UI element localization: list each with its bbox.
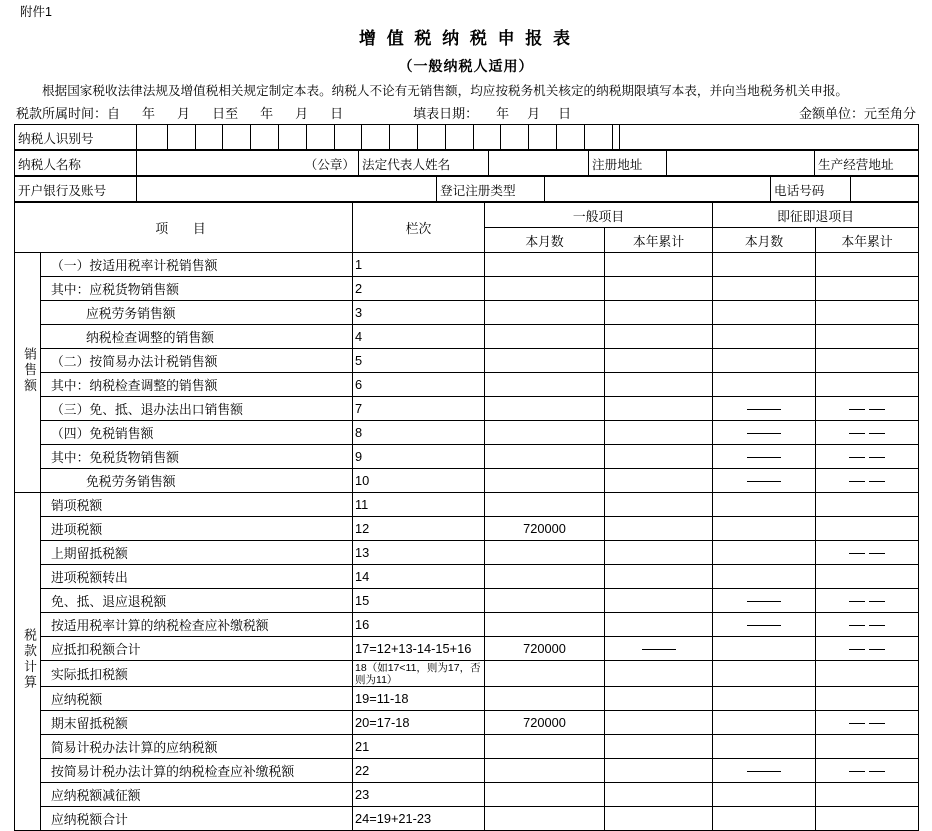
bank-info-table (14, 176, 919, 202)
reg-address-label: 注册地址 (589, 151, 667, 176)
dash-mark (869, 457, 885, 458)
table-header-row-1 (15, 203, 919, 228)
fill-date-year: 年 (496, 106, 510, 121)
taxpayer-id-cell[interactable] (390, 125, 418, 149)
row-line-number: 15 (353, 589, 485, 613)
phone-input[interactable] (851, 177, 919, 202)
cell-refund-year[interactable] (816, 661, 919, 687)
cell-refund-month[interactable] (713, 277, 816, 301)
cell-refund-year[interactable] (816, 565, 919, 589)
phone-label: 电话号码 (771, 177, 851, 202)
period-day1: 日至 (212, 106, 239, 121)
tax-return-page (0, 4, 932, 827)
cell-general-year[interactable] (605, 661, 713, 687)
table-row (15, 493, 919, 517)
page-title: 增 值 税 纳 税 申 报 表 (358, 29, 574, 48)
table-row (15, 397, 919, 421)
row-item-label: （一）按适用税率计税销售额 (41, 253, 353, 277)
taxpayer-id-cell[interactable] (140, 125, 168, 149)
row-item-label: 其中：免税货物销售额 (41, 445, 353, 469)
row-item-label: 按适用税率计算的纳税检查应补缴税额 (41, 613, 353, 637)
dash-mark (849, 433, 865, 434)
row-line-number: 5 (353, 349, 485, 373)
cell-general-year[interactable] (605, 711, 713, 735)
taxpayer-id-input[interactable] (137, 125, 620, 150)
reg-address-input[interactable] (667, 151, 815, 176)
period-year1: 年 (142, 106, 156, 121)
taxpayer-id-cell[interactable] (529, 125, 557, 149)
cell-general-year[interactable] (605, 253, 713, 277)
cell-general-year[interactable] (605, 735, 713, 759)
bank-info-row (15, 177, 919, 202)
row-line-number: 13 (353, 541, 485, 565)
taxpayer-id-cell[interactable] (196, 125, 224, 149)
taxpayer-id-cell[interactable] (279, 125, 307, 149)
col-header-item: 项 目 (15, 203, 353, 253)
row-item-label: 应抵扣税额合计 (41, 637, 353, 661)
row-line-number: 21 (353, 735, 485, 759)
table-row (15, 469, 919, 493)
cell-refund-month[interactable] (713, 589, 816, 613)
cell-refund-year[interactable] (816, 637, 919, 661)
row-line-number: 11 (353, 493, 485, 517)
dash-mark (869, 625, 885, 626)
table-row (15, 661, 919, 687)
cell-refund-year[interactable] (816, 613, 919, 637)
cell-general-year[interactable] (605, 301, 713, 325)
bank-input[interactable] (137, 177, 437, 202)
col-general-year: 本年累计 (605, 228, 713, 253)
taxpayer-id-cell[interactable] (418, 125, 446, 149)
cell-general-month[interactable] (485, 565, 605, 589)
row-line-number: 17=12+13-14-15+16 (353, 637, 485, 661)
intro-paragraph (16, 83, 916, 100)
fill-date-month: 月 (527, 106, 541, 121)
row-line-number: 4 (353, 325, 485, 349)
cell-general-month[interactable] (485, 807, 605, 831)
cell-refund-month[interactable] (713, 445, 816, 469)
table-row (15, 421, 919, 445)
row-item-label: 其中：纳税检查调整的销售额 (41, 373, 353, 397)
seal-label: （公章） (304, 157, 355, 172)
cell-general-month[interactable] (485, 373, 605, 397)
row-line-number: 18（如17<11，则为17，否则为11） (353, 661, 485, 687)
dash-mark (869, 601, 885, 602)
row-line-number: 3 (353, 301, 485, 325)
cell-refund-year[interactable] (816, 397, 919, 421)
dash-mark (849, 649, 865, 650)
row-line-number: 6 (353, 373, 485, 397)
taxpayer-id-spacer (620, 125, 919, 150)
table-row (15, 565, 919, 589)
dash-mark (849, 481, 865, 482)
row-item-label: （四）免税销售额 (41, 421, 353, 445)
cell-refund-month[interactable] (713, 541, 816, 565)
table-row (15, 613, 919, 637)
page-subtitle: （一般纳税人适用） (398, 58, 534, 74)
cell-refund-month[interactable] (713, 565, 816, 589)
dash-mark (869, 723, 885, 724)
period-month2: 月 (295, 106, 309, 121)
col-refund-month: 本月数 (713, 228, 816, 253)
dash-mark (747, 625, 781, 626)
row-item-label: 免、抵、退应退税额 (41, 589, 353, 613)
cell-general-year[interactable] (605, 445, 713, 469)
taxpayer-id-cell[interactable] (557, 125, 585, 149)
cell-refund-month[interactable] (713, 661, 816, 687)
cell-refund-year[interactable] (816, 759, 919, 783)
cell-general-year[interactable] (605, 517, 713, 541)
cell-general-year[interactable] (605, 325, 713, 349)
cell-general-year[interactable] (605, 759, 713, 783)
cell-refund-month[interactable] (713, 807, 816, 831)
cell-refund-month[interactable] (713, 735, 816, 759)
section-label-tax-calc (15, 493, 41, 831)
cell-general-month[interactable] (485, 687, 605, 711)
taxpayer-id-cell[interactable] (446, 125, 474, 149)
period-day2: 日 (330, 106, 344, 121)
row-item-label: （三）免、抵、退办法出口销售额 (41, 397, 353, 421)
dash-mark (849, 625, 865, 626)
cell-refund-month[interactable] (713, 325, 816, 349)
section-label-sales (15, 253, 41, 493)
col-header-lineno: 栏次 (353, 203, 485, 253)
dash-mark (869, 433, 885, 434)
fill-date-label: 填表日期： (413, 106, 479, 121)
taxpayer-name-label: 纳税人名称 (15, 151, 137, 176)
row-item-label: 纳税检查调整的销售额 (41, 325, 353, 349)
taxpayer-id-row (15, 125, 919, 150)
cell-general-month[interactable] (485, 541, 605, 565)
table-row (15, 735, 919, 759)
row-item-label: 期末留抵税额 (41, 711, 353, 735)
bank-label: 开户银行及账号 (15, 177, 137, 202)
taxpayer-id-cell[interactable] (168, 125, 196, 149)
cell-refund-month[interactable] (713, 637, 816, 661)
table-row (15, 589, 919, 613)
cell-general-month[interactable] (485, 661, 605, 687)
row-line-number: 9 (353, 445, 485, 469)
dash-mark (849, 723, 865, 724)
attachment-label: 附件1 (20, 5, 52, 19)
row-line-number: 7 (353, 397, 485, 421)
cell-refund-month[interactable] (713, 613, 816, 637)
dash-mark (747, 409, 781, 410)
row-item-label: 免税劳务销售额 (41, 469, 353, 493)
section-label-text: 销售额 (22, 346, 37, 395)
cell-general-month[interactable] (485, 589, 605, 613)
dash-mark (849, 553, 865, 554)
fill-date-day: 日 (558, 106, 572, 121)
cell-general-year[interactable] (605, 397, 713, 421)
table-row (15, 807, 919, 831)
col-general-month: 本月数 (485, 228, 605, 253)
taxpayer-id-cell[interactable] (585, 125, 613, 149)
cell-general-year[interactable] (605, 277, 713, 301)
row-item-label: 实际抵扣税额 (41, 661, 353, 687)
row-item-label: 销项税额 (41, 493, 353, 517)
col-group-general: 一般项目 (485, 203, 713, 228)
cell-general-month[interactable] (485, 613, 605, 637)
dash-mark (869, 553, 885, 554)
row-line-number: 20=17-18 (353, 711, 485, 735)
cell-refund-month[interactable] (713, 517, 816, 541)
period-line (16, 103, 916, 122)
cell-general-year[interactable] (605, 687, 713, 711)
row-line-number: 24=19+21-23 (353, 807, 485, 831)
dash-mark (747, 433, 781, 434)
cell-general-year[interactable] (605, 541, 713, 565)
cell-refund-year[interactable] (816, 711, 919, 735)
col-refund-year: 本年累计 (816, 228, 919, 253)
cell-refund-month[interactable] (713, 397, 816, 421)
cell-refund-year[interactable] (816, 469, 919, 493)
section-label-text: 税款计算 (22, 627, 37, 692)
cell-general-month[interactable] (485, 469, 605, 493)
row-line-number: 2 (353, 277, 485, 301)
row-line-number: 12 (353, 517, 485, 541)
taxpayer-id-label: 纳税人识别号 (15, 125, 137, 150)
row-item-label: 进项税额 (41, 517, 353, 541)
cell-general-month[interactable] (485, 349, 605, 373)
cell-general-month[interactable] (485, 277, 605, 301)
dash-mark (642, 649, 676, 650)
cell-refund-year[interactable] (816, 325, 919, 349)
dash-mark (869, 649, 885, 650)
dash-mark (869, 409, 885, 410)
dash-mark (849, 601, 865, 602)
cell-general-year[interactable] (605, 493, 713, 517)
taxpayer-name-table (14, 150, 919, 176)
reg-type-input[interactable] (545, 177, 771, 202)
row-item-label: 按简易计税办法计算的纳税检查应补缴税额 (41, 759, 353, 783)
row-item-label: 其中：应税货物销售额 (41, 277, 353, 301)
cell-refund-year[interactable] (816, 253, 919, 277)
cell-refund-month[interactable] (713, 301, 816, 325)
row-item-label: （二）按简易办法计税销售额 (41, 349, 353, 373)
row-item-label: 应纳税额 (41, 687, 353, 711)
cell-refund-year[interactable] (816, 373, 919, 397)
cell-general-month[interactable] (485, 397, 605, 421)
table-row (15, 277, 919, 301)
table-row (15, 253, 919, 277)
dash-mark (849, 409, 865, 410)
cell-general-month[interactable]: 720000 (485, 637, 605, 661)
row-line-number: 1 (353, 253, 485, 277)
cell-general-year[interactable] (605, 349, 713, 373)
taxpayer-id-cell[interactable] (474, 125, 502, 149)
row-line-number: 23 (353, 783, 485, 807)
cell-refund-year[interactable] (816, 445, 919, 469)
taxpayer-id-cell[interactable] (362, 125, 390, 149)
vat-declaration-table (14, 202, 919, 831)
dash-mark (747, 601, 781, 602)
cell-refund-year[interactable] (816, 517, 919, 541)
cell-general-month[interactable] (485, 421, 605, 445)
dash-mark (747, 457, 781, 458)
row-line-number: 8 (353, 421, 485, 445)
cell-general-month[interactable]: 720000 (485, 517, 605, 541)
cell-general-month[interactable] (485, 325, 605, 349)
cell-refund-month[interactable] (713, 469, 816, 493)
cell-general-month[interactable] (485, 493, 605, 517)
table-row (15, 373, 919, 397)
taxpayer-name-row (15, 151, 919, 176)
dash-mark (849, 457, 865, 458)
row-line-number: 22 (353, 759, 485, 783)
row-line-number: 10 (353, 469, 485, 493)
cell-general-year[interactable] (605, 373, 713, 397)
row-line-number: 16 (353, 613, 485, 637)
col-group-refund: 即征即退项目 (713, 203, 919, 228)
table-row (15, 301, 919, 325)
taxpayer-id-cell[interactable] (223, 125, 251, 149)
row-line-number: 19=11-18 (353, 687, 485, 711)
taxpayer-name-input[interactable] (137, 151, 359, 176)
cell-general-year[interactable] (605, 469, 713, 493)
taxpayer-id-cell[interactable] (613, 125, 640, 149)
period-label: 税款所属时间： (16, 106, 108, 121)
cell-general-year[interactable] (605, 565, 713, 589)
row-item-label: 应纳税额合计 (41, 807, 353, 831)
cell-general-month[interactable] (485, 445, 605, 469)
cell-refund-year[interactable] (816, 687, 919, 711)
cell-general-year[interactable] (605, 613, 713, 637)
row-line-number: 14 (353, 565, 485, 589)
table-row (15, 759, 919, 783)
cell-refund-year[interactable] (816, 807, 919, 831)
amount-unit-label: 金额单位：元至角分 (798, 106, 916, 121)
intro-text: 根据国家税收法律法规及增值税相关规定制定本表。纳税人不论有无销售额，均应按税务机关核定的纳税期限填写本表，并向当地税务机关申报。 (42, 84, 848, 98)
table-row (15, 445, 919, 469)
cell-refund-month[interactable] (713, 373, 816, 397)
table-row (15, 517, 919, 541)
cell-general-year[interactable] (605, 807, 713, 831)
cell-general-year[interactable] (605, 421, 713, 445)
cell-refund-year[interactable] (816, 541, 919, 565)
table-row (15, 349, 919, 373)
cell-refund-month[interactable] (713, 493, 816, 517)
legal-rep-label: 法定代表人姓名 (359, 151, 489, 176)
row-item-label: 进项税额转出 (41, 565, 353, 589)
taxpayer-id-cell[interactable] (307, 125, 335, 149)
dash-mark (849, 771, 865, 772)
cell-refund-year[interactable] (816, 589, 919, 613)
table-row (15, 325, 919, 349)
dash-mark (869, 481, 885, 482)
table-row (15, 711, 919, 735)
cell-general-month[interactable] (485, 759, 605, 783)
legal-rep-input[interactable] (489, 151, 589, 176)
cell-general-month[interactable] (485, 301, 605, 325)
row-item-label: 应纳税额减征额 (41, 783, 353, 807)
period-month1: 月 (177, 106, 191, 121)
reg-type-label: 登记注册类型 (437, 177, 545, 202)
cell-general-year[interactable] (605, 637, 713, 661)
dash-mark (747, 481, 781, 482)
cell-refund-year[interactable] (816, 349, 919, 373)
row-item-label: 简易计税办法计算的应纳税额 (41, 735, 353, 759)
row-item-label: 上期留抵税额 (41, 541, 353, 565)
cell-general-month[interactable]: 720000 (485, 711, 605, 735)
table-row (15, 687, 919, 711)
period-from: 自 (107, 106, 121, 121)
cell-refund-month[interactable] (713, 711, 816, 735)
table-row (15, 637, 919, 661)
cell-refund-year[interactable] (816, 301, 919, 325)
cell-refund-month[interactable] (713, 421, 816, 445)
cell-general-month[interactable] (485, 735, 605, 759)
taxpayer-id-cell[interactable] (335, 125, 363, 149)
taxpayer-info-table (14, 124, 919, 150)
cell-refund-year[interactable] (816, 277, 919, 301)
cell-refund-month[interactable] (713, 687, 816, 711)
cell-refund-year[interactable] (816, 493, 919, 517)
taxpayer-id-cell[interactable] (251, 125, 279, 149)
period-year2: 年 (260, 106, 274, 121)
cell-refund-month[interactable] (713, 253, 816, 277)
taxpayer-id-cell[interactable] (501, 125, 529, 149)
cell-refund-year[interactable] (816, 735, 919, 759)
cell-refund-year[interactable] (816, 421, 919, 445)
cell-general-month[interactable] (485, 253, 605, 277)
dash-mark (747, 771, 781, 772)
cell-refund-month[interactable] (713, 759, 816, 783)
biz-address-label: 生产经营地址 (815, 151, 919, 176)
cell-general-year[interactable] (605, 589, 713, 613)
row-item-label: 应税劳务销售额 (41, 301, 353, 325)
cell-refund-month[interactable] (713, 349, 816, 373)
table-row (15, 541, 919, 565)
dash-mark (869, 771, 885, 772)
